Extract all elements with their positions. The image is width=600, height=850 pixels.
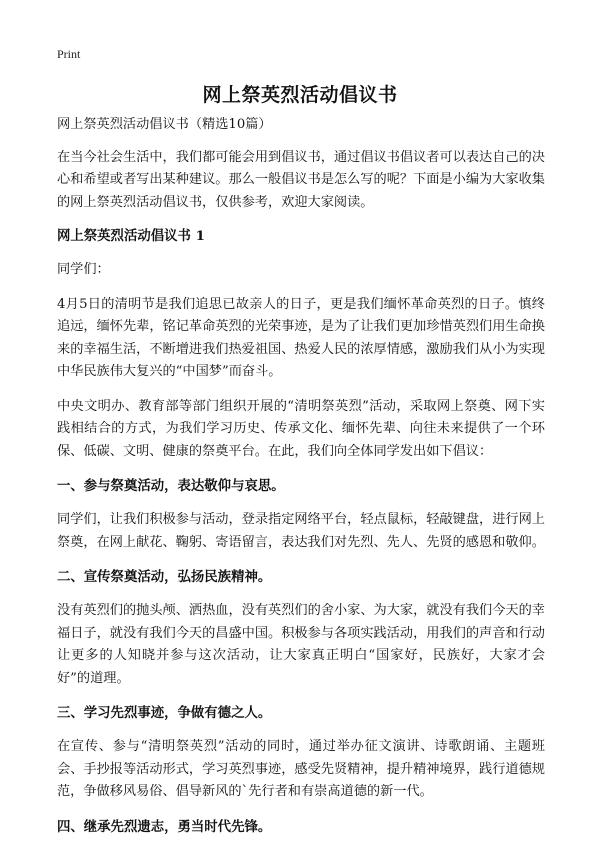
point-heading: 四、继承先烈遗志，勇当时代先锋。 [57, 818, 272, 835]
section-heading: 网上祭英烈活动倡议书 1 [57, 228, 205, 244]
body-paragraph: 中央文明办、教育部等部门组织开展的“清明祭英烈”活动，采取网上祭奠、网下实践相结合的方式，为我们学习历史、传承文化、缅怀先辈、向往未来提供了一个环保、低碳、文明、健康的祭奠平台。在此，我们向全体同学发出如下倡议： [57, 398, 545, 459]
document-body [57, 114, 545, 850]
document-title: 网上祭英烈活动倡议书 [202, 84, 398, 106]
intro-paragraph: 在当今社会生活中，我们都可能会用到倡议书，通过倡议书倡议者可以表达自己的决心和希望或者写出某种建议。那么一般倡议书是怎么写的呢？下面是小编为大家收集的网上祭英烈活动倡议书，仅供参考，欢迎大家阅读。 [57, 149, 545, 210]
greeting: 同学们： [57, 262, 110, 277]
point-paragraph: 同学们，让我们积极参与活动，登录指定网络平台，轻点鼠标，轻敲键盘，进行网上祭奠，在网上献花、鞠躬、寄语留言，表达我们对先烈、先人、先贤的感恩和敬仰。 [57, 512, 545, 550]
point-paragraph: 在宣传、参与“清明祭英烈”活动的同时，通过举办征文演讲、诗歌朗诵、主题班会、手抄报等活动形式，学习英烈事迹，感受先贤精神，提升精神境界，践行道德规范，争做移风易俗、倡导新风的`先行者和有崇高道德的新一代。 [57, 739, 545, 799]
point-heading: 一、参与祭奠活动，表达敬仰与哀思。 [57, 478, 285, 494]
point-paragraph: 没有英烈们的抛头颅、洒热血，没有英烈们的舍小家、为大家，就没有我们今天的幸福日子，就没有我们今天的昌盛中国。积极参与各项实践活动，用我们的声音和行动让更多的人知晓并参与这次活动，让大家真正明白“国家好，民族好，大家才会好”的道理。 [57, 603, 545, 686]
print-link[interactable]: Print [57, 47, 81, 61]
point-heading: 三、学习先烈事迹，争做有德之人。 [57, 705, 272, 721]
document-subtitle: 网上祭英烈活动倡议书（精选10篇） [57, 117, 272, 132]
point-heading: 二、宣传祭奠活动，弘扬民族精神。 [57, 569, 272, 585]
body-paragraph: 4月5日的清明节是我们追思已故亲人的日子，更是我们缅怀革命英烈的日子。慎终追远，缅怀先辈，铭记革命英烈的光荣事迹，是为了让我们更加珍惜英烈们用生命换来的幸福生活，不断增进我们热爱祖国、热爱人民的浓厚情感，激励我们从小为实现中华民族伟大复兴的“中国梦”而奋斗。 [57, 296, 545, 379]
